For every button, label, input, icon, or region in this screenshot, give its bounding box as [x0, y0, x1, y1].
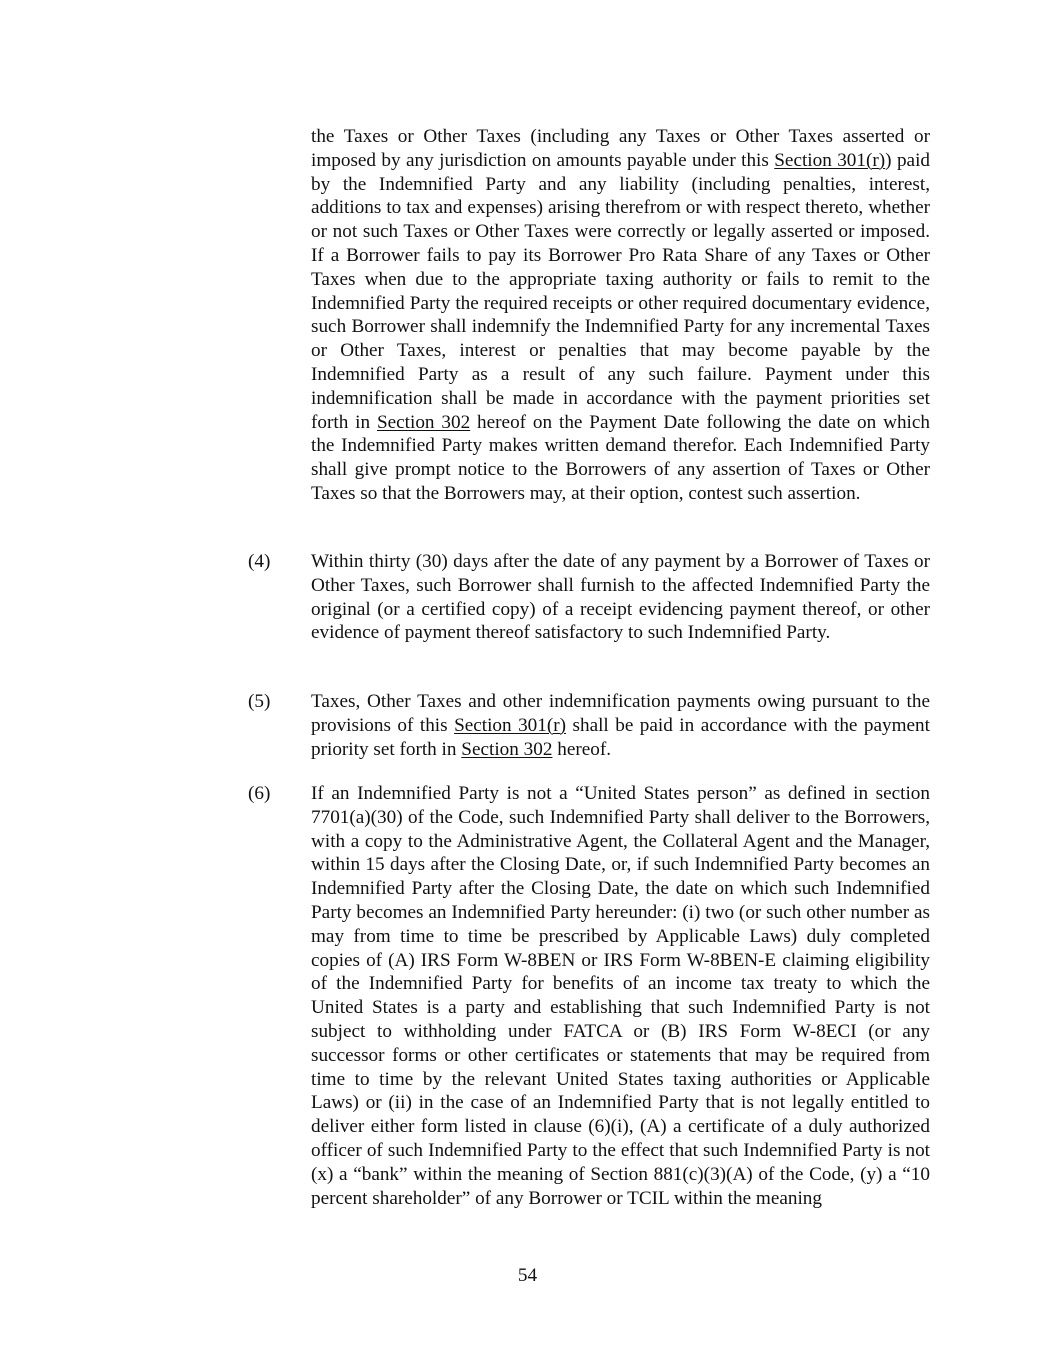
- item-number: (4): [248, 551, 271, 572]
- section-reference-link: Section 302: [376, 411, 471, 433]
- item-text: Taxes, Other Taxes and other indemnification payments owing pursuant to the provisions of this: [311, 691, 930, 736]
- item-paragraph: [311, 690, 930, 761]
- item-text: If an Indemnified Party is not a “United States person” as defined in section 7701(a)(30) of the Code, such Indemnified Party shall deliver to the Borrowers, with a copy to the Administrative Agent, the Collateral Agent and the Manager, within 15 days after the Closing Date, or, if such Indemnified Party becomes an Indemnified Party after the Closing Date, the date on which such Indemnified Party becomes an Indemnified Party hereunder: (i) two (or such other number as may from time to time be prescribed by Applicable Laws) duly completed copies of (A) IRS Form W-8BEN or IRS Form W-8BEN-E claiming eligibility of the Indemnified Party for benefits of an income tax treaty to which the United States is a party and establishing that such Indemnified Party is not subject to withholding under FATCA or (B) IRS Form W-8ECI (or any successor forms or other certificates or statements that may be required from time to time by the relevant United States taxing authorities or Applicable Laws) or (ii) in the case of an Indemnified Party that is not legally entitled to deliver either form listed in clause (6)(i), (A) a certificate of a duly authorized officer of such Indemnified Party to the effect that such Indemnified Party is not (x) a “bank” within the meaning of Section 881(c)(3)(A) of the Code, (y) a “10 percent shareholder” of any Borrower or TCIL within the meaning: [311, 783, 930, 1209]
- page-number: 54: [517, 1265, 538, 1286]
- section-reference-link: Section 302: [461, 738, 553, 760]
- continuation-text: ) paid by the Indemnified Party and any liability (including penalties, interest, additions to tax and expenses) arising therefrom or with respect thereto, whether or not such Taxes or Other Taxes were correctly or legally asserted or imposed. If a Borrower fails to pay its Borrower Pro Rata Share of any Taxes or Other Taxes when due to the appropriate taxing authority or fails to remit to the Indemnified Party the required receipts or other required documentary evidence, such Borrower shall indemnify the Indemnified Party for any incremental Taxes or Other Taxes, interest or penalties that may become payable by the Indemnified Party as a result of any such failure. Payment under this indemnification shall be made in accordance with the payment priorities set forth in: [311, 149, 931, 433]
- section-reference-link: Section 301(r): [774, 149, 886, 171]
- continuation-text: hereof on the Payment Date following the date on which the Indemnified Party makes written demand therefor. Each Indemnified Party shall give prompt notice to the Borrowers of any assertion of Taxes or Other Taxes so that the Borrowers may, at their option, contest such assertion.: [311, 411, 930, 504]
- item-text: shall be paid in accordance with the payment priority set forth in: [311, 714, 930, 760]
- item-text: hereof.: [552, 738, 612, 760]
- item-number: (6): [248, 783, 271, 804]
- item-paragraph: [311, 782, 930, 1210]
- continuation-paragraph: [311, 125, 930, 506]
- item-number: (5): [248, 691, 271, 712]
- item-paragraph: [311, 550, 930, 645]
- continuation-text: the Taxes or Other Taxes (including any Taxes or Other Taxes asserted or imposed by any jurisdiction on amounts payable under this: [311, 126, 930, 171]
- section-reference-link: Section 301(r): [454, 714, 567, 736]
- item-text: Within thirty (30) days after the date of any payment by a Borrower of Taxes or Other Taxes, such Borrower shall furnish to the affected Indemnified Party the original (or a certified copy) of a receipt evidencing payment thereof, or other evidence of payment thereof satisfactory to such Indemnified Party.: [311, 551, 930, 644]
